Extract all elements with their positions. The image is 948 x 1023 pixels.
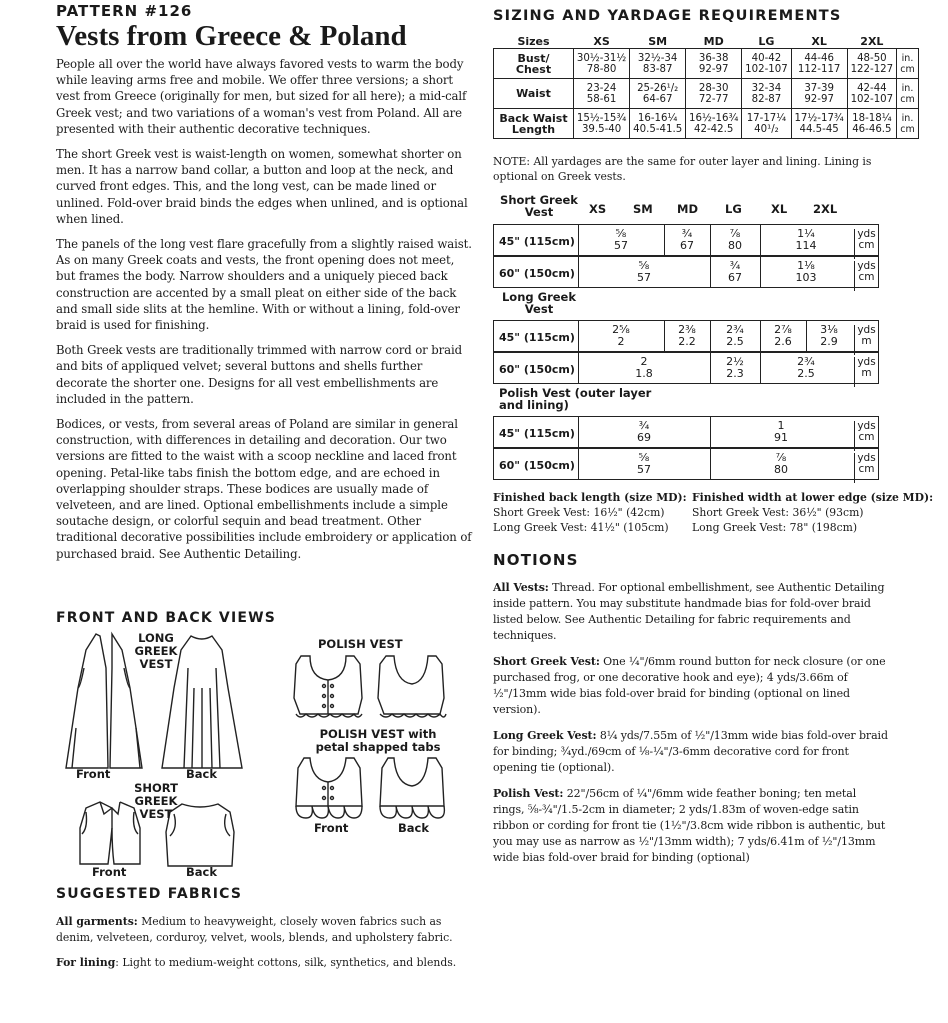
intro-paragraph: The panels of the long vest flare gracefully from a slightly raised waist. As on many Greek coats and vests, the front opening does not meet, but frames the body. Narrow shoulders and a uniquely pieced back construction are accented by a small pleat on either side of the back and small side slits at the hemline. With or without a lining, fold-over braid is used for finishing. — [56, 237, 472, 333]
table-cell: 2½ 2.3 — [726, 355, 744, 380]
table-row — [493, 256, 879, 288]
table-cell: 2¾ 2.5 — [726, 323, 744, 348]
polish-back-label: Back — [398, 821, 429, 835]
intro-paragraph: People all over the world have always favored vests to warm the body while leaving arms free and mobile. We offer three versions; a short vest from Greece (originally for men, but sized for all here); a mid-calf Greek vest; and two variations of a woman's vest from Poland. All are presented with their authentic decorative techniques. — [56, 57, 467, 136]
fabrics-section — [56, 914, 478, 971]
table-cell: 36-38 92-97 — [686, 49, 742, 79]
all-garments-label: All garments: — [56, 915, 138, 928]
table-cell: ⅝ 57 — [614, 227, 628, 252]
vest-illustrations — [56, 628, 476, 888]
width-label: 45" (115cm) — [499, 331, 575, 344]
table-cell: ¾ 67 — [680, 227, 694, 252]
width-label: 45" (115cm) — [499, 427, 575, 440]
polish-section-label: Polish Vest (outer layer and lining) — [499, 386, 652, 412]
table-cell: 1 91 — [774, 419, 788, 444]
unit-cell: yds cm — [854, 421, 878, 451]
row-label: Waist — [494, 79, 574, 109]
polish-vest-tabs-front-drawing — [296, 758, 362, 818]
table-row — [494, 109, 919, 139]
vest-drawings-svg — [56, 628, 476, 888]
width-label: 60" (150cm) — [499, 267, 575, 280]
all-garments-text: Medium to heavyweight, closely woven fabrics such as denim, velveteen, corduroy, velvet, wools, blends, and upholstery fabric. — [56, 915, 453, 944]
table-cell: 17-17¼ 40¹/₂ — [742, 109, 791, 139]
long-greek-section-label: Long Greek Vest — [501, 290, 576, 316]
long-greek-vest-label: LONG GREEK VEST — [134, 631, 178, 671]
page-title: Vests from Greece & Poland — [56, 20, 407, 52]
size-header: SM — [633, 202, 653, 216]
intro-paragraph: Both Greek vests are traditionally trimmed with narrow cord or braid and bits of appliqued velvet; several buttons and shells further decorate the shorter one. Designs for all vest embellishments are included in the pattern. — [56, 343, 463, 406]
yardage-table — [493, 192, 883, 492]
table-cell: 42-44 102-107 — [847, 79, 896, 109]
sizing-header-row — [494, 35, 919, 49]
finished-width-heading: Finished width at lower edge (size MD): — [692, 491, 934, 504]
lining-label: For lining — [56, 956, 116, 969]
table-cell: 23-24 58-61 — [574, 79, 630, 109]
finished-width-short: Short Greek Vest: 36½" (93cm) — [692, 506, 864, 519]
unit-cell: in. cm — [897, 49, 919, 79]
unit-cell: in. cm — [897, 109, 919, 139]
table-row — [493, 416, 879, 448]
table-cell: 28-30 72-77 — [686, 79, 742, 109]
table-cell: 25-26¹/₂ 64-67 — [630, 79, 686, 109]
short-greek-section-label: Short Greek Vest — [500, 193, 578, 219]
table-cell: 15½-15¾ 39.5-40 — [574, 109, 630, 139]
size-header: XS — [589, 202, 607, 216]
unit-cell: yds m — [854, 325, 878, 355]
size-header: 2XL — [860, 35, 884, 48]
table-row — [494, 49, 919, 79]
finished-back-length — [493, 490, 693, 535]
list-item — [493, 728, 888, 776]
table-row — [493, 448, 879, 480]
list-item — [493, 786, 888, 866]
table-cell: 40-42 102-107 — [742, 49, 791, 79]
polish-front-label: Front — [314, 821, 349, 835]
table-cell: 1¼ 114 — [795, 227, 817, 252]
width-label: 45" (115cm) — [499, 235, 575, 248]
size-header: LG — [758, 35, 775, 48]
notion-label: Polish Vest: — [493, 787, 564, 800]
row-label: Bust/ Chest — [494, 49, 574, 79]
notion-text: Thread. For optional embellishment, see Authentic Detailing inside pattern. You may substitute handmade bias for fold-over braid listed below. See Authentic Detailing for fabric requirements and techniques. — [493, 581, 885, 642]
table-cell: 3⅛ 2.9 — [820, 323, 838, 348]
table-cell: 17½-17¾ 44.5-45 — [791, 109, 847, 139]
polish-vest-tabs-label: POLISH VEST with petal shapped tabs — [315, 727, 441, 754]
list-item — [493, 654, 888, 718]
finished-width — [692, 490, 942, 535]
unit-cell: yds cm — [854, 453, 878, 483]
table-cell: 2⅜ 2.2 — [678, 323, 696, 348]
views-heading: FRONT AND BACK VIEWS — [56, 610, 277, 626]
table-row — [493, 320, 879, 352]
size-header: XL — [811, 35, 827, 48]
notion-text: 8¼ yds/7.55m of ½"/13mm wide bias fold-over braid for binding; ¾yd./69cm of ⅛-¼"/3-6mm decorative cord for front opening tie (optional). — [493, 729, 888, 774]
table-row — [493, 352, 879, 384]
sizing-heading: SIZING AND YARDAGE REQUIREMENTS — [493, 8, 842, 24]
table-cell: ⅞ 80 — [774, 451, 788, 476]
notions-list — [493, 580, 888, 876]
polish-vest-back-drawing — [378, 656, 446, 717]
fabrics-heading: SUGGESTED FABRICS — [56, 886, 243, 902]
lining-text: : Light to medium-weight cottons, silk, synthetics, and blends. — [115, 956, 457, 969]
sizes-corner-label: Sizes — [517, 35, 550, 48]
table-cell: ⅝ 57 — [637, 259, 651, 284]
table-cell: 48-50 122-127 — [847, 49, 896, 79]
table-cell: 44-46 112-117 — [791, 49, 847, 79]
size-header: LG — [725, 202, 742, 216]
table-cell: 2¾ 2.5 — [797, 355, 815, 380]
table-cell: 16½-16¾ 42-42.5 — [686, 109, 742, 139]
list-item — [493, 580, 888, 644]
finished-back-heading: Finished back length (size MD): — [493, 491, 687, 504]
table-cell: 1⅛ 103 — [795, 259, 817, 284]
size-header: XS — [593, 35, 610, 48]
long-back-label: Back — [186, 767, 217, 781]
size-header: SM — [648, 35, 668, 48]
sizing-table — [493, 35, 919, 139]
size-header: MD — [703, 35, 724, 48]
unit-cell: yds cm — [854, 261, 878, 291]
table-cell: 18-18¼ 46-46.5 — [847, 109, 896, 139]
size-header: 2XL — [813, 202, 838, 216]
polish-vest-label: POLISH VEST — [318, 637, 403, 651]
size-header: MD — [677, 202, 698, 216]
short-front-label: Front — [92, 865, 127, 879]
notion-label: Short Greek Vest: — [493, 655, 600, 668]
size-header: XL — [771, 202, 788, 216]
unit-cell: yds m — [854, 357, 878, 387]
polish-vest-front-drawing — [294, 656, 362, 717]
table-cell: ⅞ 80 — [728, 227, 742, 252]
short-greek-vest-label: SHORT GREEK VEST — [134, 781, 178, 821]
table-cell: 2 1.8 — [635, 355, 653, 380]
notion-label: All Vests: — [493, 581, 549, 594]
intro-paragraph: The short Greek vest is waist-length on women, somewhat shorter on men. It has a narrow band collar, a button and loop at the neck, and curved front edges. This, and the long vest, can be made lined or unlined. Fold-over braid binds the edges when unlined, and is optional when lined. — [56, 147, 468, 226]
finished-back-short: Short Greek Vest: 16½" (42cm) — [493, 506, 665, 519]
finished-back-long: Long Greek Vest: 41½" (105cm) — [493, 521, 669, 534]
yardage-note: NOTE: All yardages are the same for outer layer and lining. Lining is optional on Greek vests. — [493, 155, 872, 183]
table-cell: ¾ 69 — [637, 419, 651, 444]
pattern-number: PATTERN #126 — [56, 2, 193, 20]
table-cell: 16-16¼ 40.5-41.5 — [630, 109, 686, 139]
notion-text: One ¼"/6mm round button for neck closure (or one purchased frog, or one decorative hook and eye); 4 yds/3.66m of ½"/13mm wide bias fold-over braid for binding (optional on lined version). — [493, 655, 886, 716]
table-cell: 2⅞ 2.6 — [774, 323, 792, 348]
notion-text: 22"/56cm of ¼"/6mm wide feather boning; ten metal rings, ⅝-¾"/1.5-2cm in diameter; 2 yds/1.83m of woven-edge satin ribbon or cording for front tie (1½"/3.8cm wide ribbon is authentic, but you may use as narrow as ½"/13mm width); 7 yds/6.41m of ½"/13mm wide bias fold-over braid for binding (optional) — [493, 787, 886, 864]
width-label: 60" (150cm) — [499, 459, 575, 472]
intro-paragraph: Bodices, or vests, from several areas of Poland are similar in general construction, with differences in detailing and decoration. Our two versions are fitted to the waist with a scoop neckline and laced front opening. Petal-like tabs finish the bottom edge, and are echoed in overlapping shoulder straps. These bodices are usually made of velveteen, and are lined. Optional embellishments include a simple soutache design, or colorful sequin and bead treatment. Other traditional decorative possibilities include embroidery or application of purchased braid. See Authentic Detailing. — [56, 417, 472, 561]
table-row — [493, 224, 879, 256]
polish-vest-tabs-back-drawing — [380, 758, 444, 818]
table-cell: 30½-31½ 78-80 — [574, 49, 630, 79]
table-cell: 2⅝ 2 — [612, 323, 630, 348]
short-back-label: Back — [186, 865, 217, 879]
table-cell: 32-34 82-87 — [742, 79, 791, 109]
unit-cell: in. cm — [897, 79, 919, 109]
notions-heading: NOTIONS — [493, 551, 579, 569]
long-front-label: Front — [76, 767, 111, 781]
table-cell: 37-39 92-97 — [791, 79, 847, 109]
width-label: 60" (150cm) — [499, 363, 575, 376]
table-row — [494, 79, 919, 109]
finished-width-long: Long Greek Vest: 78" (198cm) — [692, 521, 858, 534]
row-label: Back Waist Length — [494, 109, 574, 139]
unit-cell: yds cm — [854, 229, 878, 259]
notion-label: Long Greek Vest: — [493, 729, 597, 742]
table-cell: ⅝ 57 — [637, 451, 651, 476]
table-cell: 32½-34 83-87 — [630, 49, 686, 79]
table-cell: ¾ 67 — [728, 259, 742, 284]
